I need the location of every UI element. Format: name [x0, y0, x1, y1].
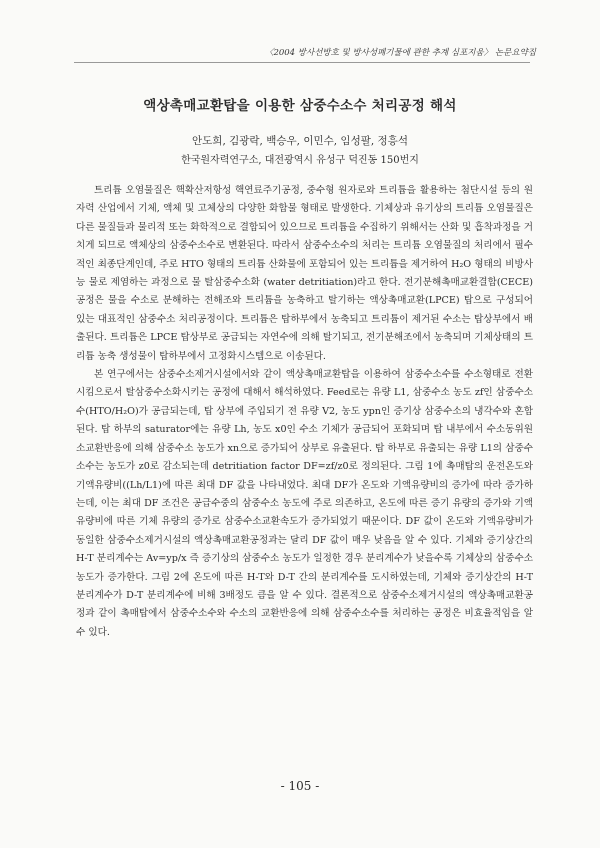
body-paragraph-1: 트리튬 오염물질은 핵확산저항성 핵연료주기공정, 중수형 원자로와 트리튬을 활용하는 첨단시설 등의 원자력 산업에서 기체, 액체 및 고체상의 다양한 화합물 형태로 발생한다. 기체상과 유기상의 트리튬 오염물질은 다른 물질들과 물리적 또는 화학적으로 결합되어 있으므로 트리튬을 수집하기 위해서는 산화 및 흡착과정을 거치게 되므로 액체상의 삼중수소수로 변환된다. 따라서 삼중수소수의 처리는 트리튬 오염물질의 처리에서 필수적인 최종단계인데, 주로 HTO 형태의 트리튬 산화물에 포함되어 있는 트리튬을 제거하여 H₂O 형태의 비방사능 물로 제염하는 과정으로 물 탈삼중수소화 (water detritiation)라고 한다. 전기분해촉매교환결합(CECE) 공정은 물을 수소로 분해하는 전해조와 트리튬을 농축하고 탈기하는 액상촉매교환(LPCE) 탑으로 구성되어 있는 대표적인 삼중수소 처리공정이다. 트리튬은 탑하부에서 농축되고 트리튬이 제거된 수소는 탑상부에서 배출된다. 트리튬은 LPCE 탑상부로 공급되는 자연수에 의해 탈기되고, 전기분해조에서 농축되며 기체상태의 트리튬 농축 생성물이 탑하부에서 고정화시스템으로 이송된다. — [76, 185, 533, 362]
paper-title: 액상촉매교환탑을 이용한 삼중수소수 처리공정 해석 — [143, 98, 457, 114]
running-header: 〈2004 방사선방호 및 방사성폐기물에 관한 추계 심포지움〉 논문요약집 — [264, 48, 536, 58]
abstract-body — [76, 182, 533, 642]
header-rule — [74, 62, 530, 63]
page-number: - 105 - — [280, 779, 320, 793]
affiliation: 한국원자력연구소, 대전광역시 유성구 덕진동 150번지 — [181, 155, 419, 166]
body-paragraph-2: 본 연구에서는 삼중수소제거시설에서와 같이 액상촉매교환탑을 이용하여 삼중수소수를 수소형태로 전환시킴으로서 탈삼중수소화시키는 공정에 대해서 해석하였다. Feed로는 유량 L1, 삼중수소 농도 zf인 삼중수소수(HTO/H₂O)가 공급되는데, 탑 상부에 주입되기 전 유량 V2, 농도 ypn인 증기상 삼중수소의 냉각수와 혼합된다. 탑 하부의 saturator에는 유량 Lh, 농도 x0인 수소 기체가 공급되어 포화되며 탑 내부에서 수소동위원소교환반응에 의해 삼중수소 농도가 xn으로 증가되어 상부로 유출된다. 탑 하부로 유출되는 유량 L1의 삼중수소수는 농도가 z0로 감소되는데 detritiation factor DF=zf/z0로 정의된다. 그림 1에 촉매탑의 운전온도와 기액유량비((Lh/L1)에 따른 최대 DF 값을 나타내었다. 최대 DF가 온도와 기액유량비의 증가에 따라 증가하는데, 이는 최대 DF 조건은 공급수중의 삼중수소 농도에 주로 의존하고, 온도에 따른 증기 유량의 증가와 기액유량비에 따른 기체 유량의 증가로 삼중수소교환속도가 증가되었기 때문이다. DF 값이 온도와 기액유량비가 동일한 삼중수소제거시설의 액상촉매교환공정과는 달리 DF 값이 매우 낮음을 알 수 있다. 기체와 증기상간의 H-T 분리계수는 Av=yp/x 즉 증기상의 삼중수소 농도가 일정한 경우 분리계수가 낮을수록 기체상의 삼중수소 농도가 증가한다. 그림 2에 온도에 따른 H-T와 D-T 간의 분리계수를 도시하였는데, 기체와 증기상간의 H-T 분리계수가 D-T 분리계수에 비해 3배정도 큼을 알 수 있다. 결론적으로 삼중수소제거시설의 액상촉매교환공정과 같이 촉매탑에서 삼중수소수와 수소의 교환반응에 의해 삼중수소수를 처리하는 공정은 비효율적임을 알 수 있다. — [76, 369, 533, 638]
author-list: 안도희, 김광락, 백승우, 이민수, 임성팔, 정흥석 — [192, 135, 408, 147]
